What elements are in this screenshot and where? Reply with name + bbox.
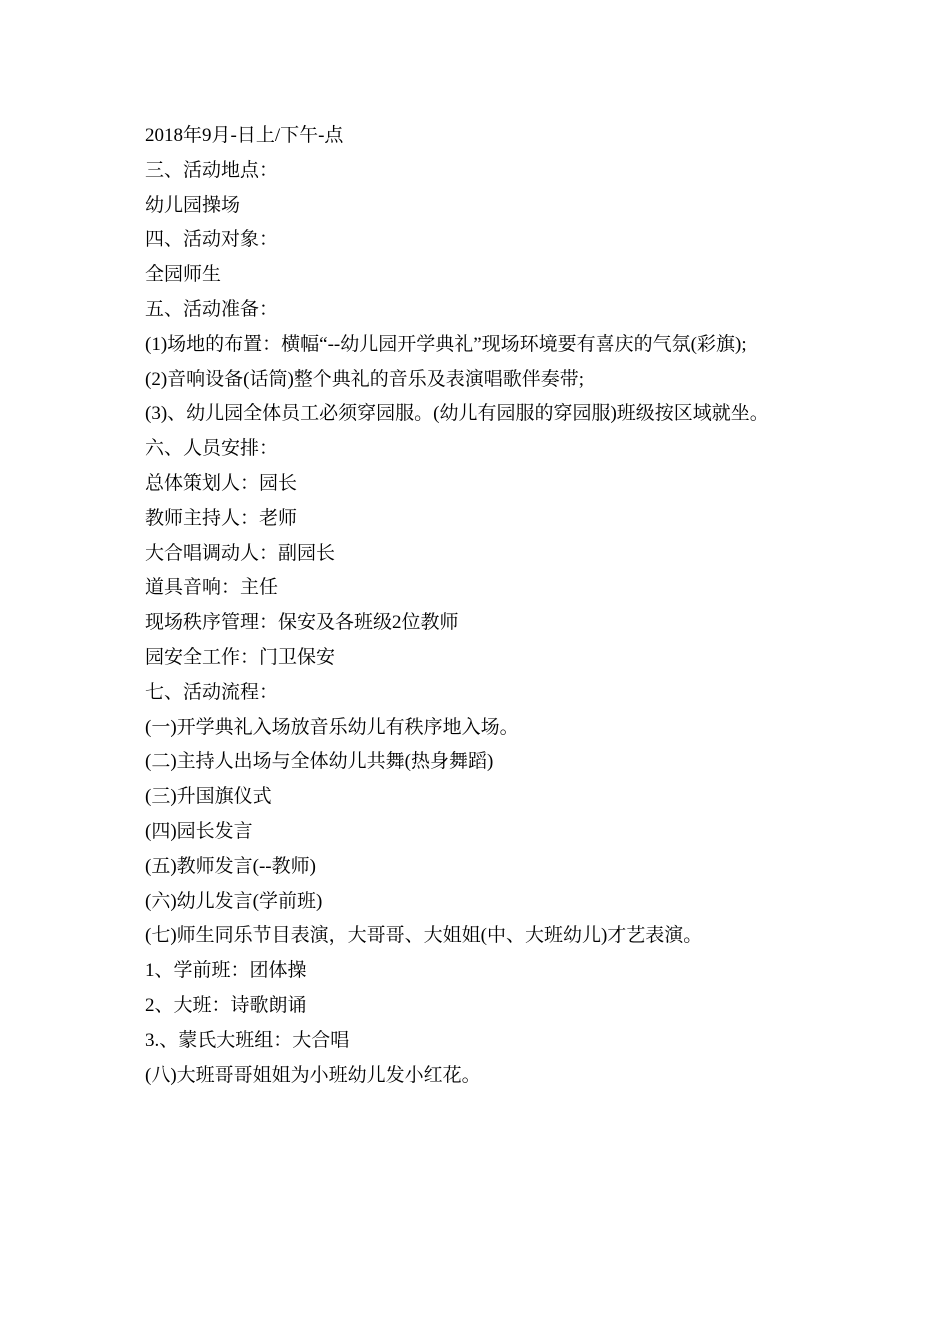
staffing-props-audio: 道具音响：主任 xyxy=(145,577,279,599)
procedure-item-3: (三)升国旗仪式 xyxy=(145,786,272,808)
performance-item-2: 2、大班：诗歌朗诵 xyxy=(145,994,307,1016)
performance-item-3: 3.、蒙氏大班组：大合唱 xyxy=(145,1029,350,1051)
procedure-item-8: (八)大班哥哥姐姐为小班幼儿发小红花。 xyxy=(145,1064,481,1086)
procedure-item-5: (五)教师发言(--教师) xyxy=(145,855,316,877)
preparation-item-2: (2)音响设备(话筒)整个典礼的音乐及表演唱歌伴奏带; xyxy=(145,368,585,390)
section-heading-preparation: 五、活动准备： xyxy=(145,298,279,320)
section-heading-audience: 四、活动对象： xyxy=(145,229,279,251)
procedure-item-7: (七)师生同乐节目表演，大哥哥、大姐姐(中、大班幼儿)才艺表演。 xyxy=(145,925,703,947)
section-heading-staffing: 六、人员安排： xyxy=(145,438,279,460)
procedure-item-4: (四)园长发言 xyxy=(145,820,253,842)
staffing-order: 现场秩序管理：保安及各班级2位教师 xyxy=(145,612,459,634)
staffing-host: 教师主持人：老师 xyxy=(145,507,298,529)
staffing-planner: 总体策划人：园长 xyxy=(145,472,298,494)
section-heading-procedure: 七、活动流程： xyxy=(145,681,279,703)
staffing-safety: 园安全工作：门卫保安 xyxy=(145,646,336,668)
preparation-item-3: (3)、幼儿园全体员工必须穿园服。(幼儿有园服的穿园服)班级按区域就坐。 xyxy=(145,403,769,425)
procedure-item-2: (二)主持人出场与全体幼儿共舞(热身舞蹈) xyxy=(145,751,494,773)
procedure-item-1: (一)开学典礼入场放音乐幼儿有秩序地入场。 xyxy=(145,716,519,738)
preparation-item-1: (1)场地的布置：横幅“--幼儿园开学典礼”现场环境要有喜庆的气氛(彩旗); xyxy=(145,333,747,355)
procedure-item-6: (六)幼儿发言(学前班) xyxy=(145,890,323,912)
document-body xyxy=(145,119,825,1093)
location-text: 幼儿园操场 xyxy=(145,194,241,216)
section-heading-location: 三、活动地点： xyxy=(145,159,279,181)
performance-item-1: 1、学前班：团体操 xyxy=(145,960,307,982)
staffing-chorus: 大合唱调动人：副园长 xyxy=(145,542,336,564)
audience-text: 全园师生 xyxy=(145,264,222,286)
date-time-line: 2018年9月-日上/下午-点 xyxy=(145,125,344,146)
